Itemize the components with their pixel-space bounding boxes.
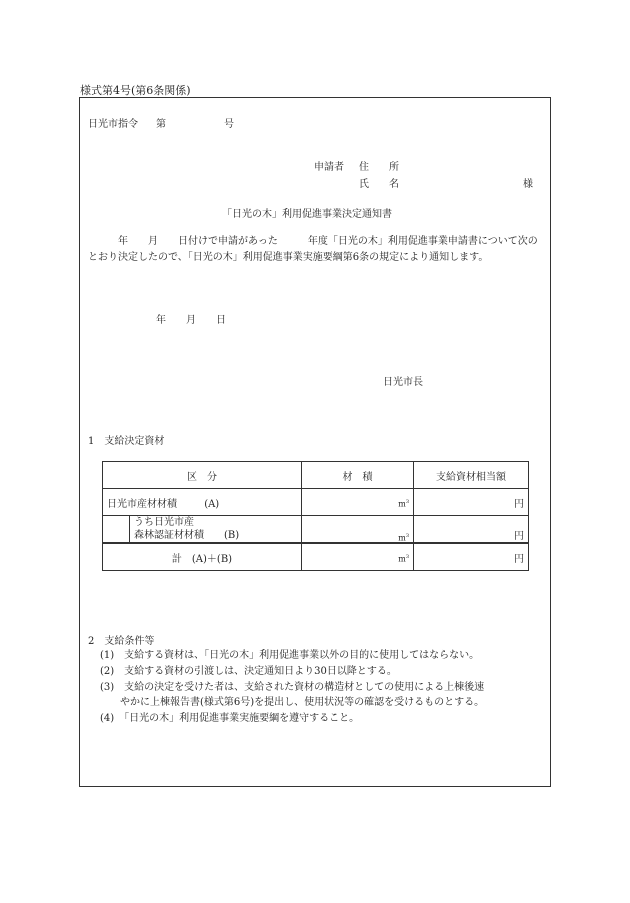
table-row xyxy=(103,543,529,571)
condition-item: (4) 「日光の木」利用促進事業実施要綱を遵守すること。 xyxy=(100,713,360,724)
row1-volume-cell xyxy=(302,489,414,516)
materials-table xyxy=(102,461,529,571)
condition-item: (2) 支給する資材の引渡しは、決定通知日より30日以降とする。 xyxy=(100,666,397,677)
row2-volume-cell xyxy=(302,516,414,544)
row2-tag: (B) xyxy=(224,530,240,541)
header-amount: 支給資材相当額 xyxy=(414,462,529,489)
row2-label-line2: 森林認証材材積 xyxy=(134,530,204,541)
notice-body-text: 年 月 日付けで申請があった 年度「日光の木」利用促進事業申請書について次のとおり決定したので、「日光の木」利用促進事業実施要綱第6条の規定により通知します。 xyxy=(88,236,538,263)
total-volume-cell xyxy=(302,543,414,571)
honorific-sama: 様 xyxy=(523,179,533,190)
document-title: 「日光の木」利用促進事業決定通知書 xyxy=(222,209,392,220)
total-amount-cell xyxy=(414,543,529,571)
header-volume: 材 積 xyxy=(302,462,414,489)
row2-label-cell xyxy=(103,516,302,544)
notice-date-line: 年 月 日 xyxy=(156,315,226,326)
section1-heading: 1 支給決定資材 xyxy=(88,436,165,447)
volume-unit: $m^3$ xyxy=(398,553,409,564)
volume-unit: $m^3$ xyxy=(398,533,409,543)
header-category: 区 分 xyxy=(103,462,302,489)
table-row xyxy=(103,489,529,516)
section2-heading: 2 支給条件等 xyxy=(88,636,155,647)
yen-unit: 円 xyxy=(514,553,524,565)
yen-unit: 円 xyxy=(514,531,524,542)
row1-label: 日光市産材材積 xyxy=(107,498,177,510)
row1-tag: (A) xyxy=(204,498,220,510)
mayor-signature-label: 日光市長 xyxy=(383,377,423,388)
order-go: 号 xyxy=(224,119,234,130)
address-label: 住 所 xyxy=(359,162,399,173)
row1-label-cell xyxy=(103,489,302,516)
yen-unit: 円 xyxy=(514,498,524,510)
condition-item: (3) 支給の決定を受けた者は、支給された資材の構造材としての使用による上棟後速 xyxy=(100,682,485,693)
table-header-row xyxy=(103,462,529,489)
form-number-label: 様式第4号(第6条関係) xyxy=(80,84,191,97)
total-label: 計 (A)＋(B) xyxy=(103,543,302,571)
name-label: 氏 名 xyxy=(359,179,399,190)
row2-label-block xyxy=(129,516,297,542)
condition-item: やかに上棟報告書(様式第6号)を提出し、使用状況等の確認を受けるものとする。 xyxy=(100,697,485,708)
volume-unit: $m^3$ xyxy=(398,498,409,509)
order-prefix: 日光市指令 xyxy=(88,119,138,130)
applicant-label: 申請者 xyxy=(314,162,344,173)
row2-amount-cell xyxy=(414,516,529,544)
condition-item: (1) 支給する資材は、「日光の木」利用促進事業以外の目的に使用してはならない。 xyxy=(100,650,480,661)
row1-amount-cell xyxy=(414,489,529,516)
order-dai: 第 xyxy=(156,119,166,130)
notice-document-frame xyxy=(79,97,551,787)
table-row xyxy=(103,516,529,544)
row2-label-line1: うち日光市産 xyxy=(134,517,194,528)
